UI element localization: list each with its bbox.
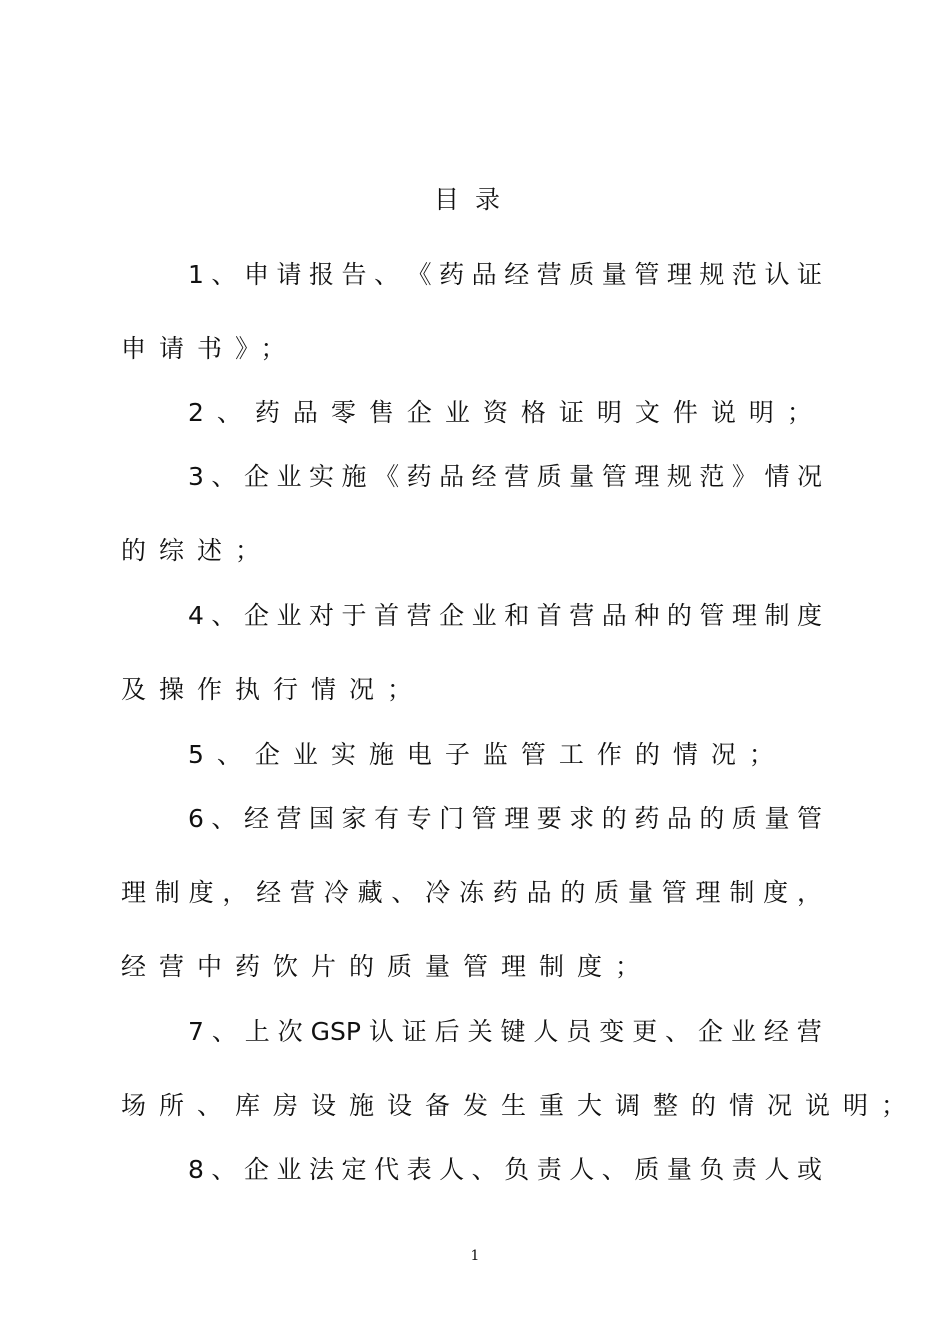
page-title: 目录 [433, 185, 516, 214]
glyph: 业 [276, 462, 302, 491]
glyph: 请 [276, 260, 302, 289]
glyph: 定 [341, 1155, 367, 1184]
glyph: 冻 [458, 878, 484, 907]
glyph: 施 [341, 462, 367, 491]
glyph: 度 [188, 878, 214, 907]
glyph: 法 [309, 1155, 335, 1184]
glyph: 企 [439, 601, 465, 630]
toc-item-6-line-1 [188, 801, 822, 837]
toc-item-7-line-2: 场所、库房设施设备发生重大调整的情况说明； [121, 1091, 920, 1120]
glyph: 范 [699, 462, 725, 491]
toc-item-6-line-2 [121, 875, 822, 911]
glyph: 《 [406, 260, 432, 289]
glyph: 营 [504, 462, 530, 491]
glyph: 认 [368, 1017, 394, 1046]
glyph: 1 [188, 260, 204, 289]
glyph: 6 [188, 804, 204, 833]
glyph: ， [222, 878, 248, 907]
glyph: 要 [536, 804, 562, 833]
glyph: 营 [289, 878, 315, 907]
glyph: 、 [374, 260, 400, 289]
glyph: 品 [601, 601, 627, 630]
glyph: 申 [243, 260, 269, 289]
glyph: 、 [211, 462, 237, 491]
glyph: 对 [309, 601, 335, 630]
glyph: 制 [764, 601, 790, 630]
glyph: 7 [188, 1017, 204, 1046]
glyph: 量 [764, 804, 790, 833]
glyph: 经 [763, 1017, 789, 1046]
glyph: 理 [695, 878, 721, 907]
glyph: 变 [599, 1017, 625, 1046]
glyph: 质 [536, 462, 562, 491]
glyph: 品 [471, 260, 497, 289]
glyph: 营 [276, 804, 302, 833]
glyph: 、 [601, 1155, 627, 1184]
glyph: 管 [634, 260, 660, 289]
glyph: 药 [439, 260, 465, 289]
glyph: 制 [729, 878, 755, 907]
glyph: 量 [569, 462, 595, 491]
glyph: 规 [699, 260, 725, 289]
glyph: 藏 [357, 878, 383, 907]
glyph: 人 [764, 1155, 790, 1184]
glyph: 首 [536, 601, 562, 630]
glyph: 理 [121, 878, 147, 907]
glyph: 负 [504, 1155, 530, 1184]
glyph: 代 [374, 1155, 400, 1184]
toc-item-5-line-1: 5、企业实施电子监管工作的情况； [188, 740, 787, 769]
glyph: 管 [699, 601, 725, 630]
glyph: 业 [730, 1017, 756, 1046]
glyph: 管 [471, 804, 497, 833]
glyph: GSP [310, 1017, 361, 1046]
glyph: 专 [406, 804, 432, 833]
glyph: 的 [560, 878, 586, 907]
toc-item-3-line-2: 的综述； [121, 536, 274, 565]
toc-item-7-line-1 [188, 1014, 822, 1050]
glyph: 理 [666, 260, 692, 289]
glyph: 、 [211, 804, 237, 833]
glyph: 证 [796, 260, 822, 289]
glyph: 的 [666, 601, 692, 630]
glyph: 门 [439, 804, 465, 833]
glyph: 、 [211, 601, 237, 630]
glyph: 况 [796, 462, 822, 491]
glyph: 键 [500, 1017, 526, 1046]
glyph: 家 [341, 804, 367, 833]
glyph: 和 [504, 601, 530, 630]
glyph: 质 [731, 804, 757, 833]
glyph: 、 [665, 1017, 691, 1046]
glyph: 管 [661, 878, 687, 907]
glyph: 上 [244, 1017, 270, 1046]
glyph: 、 [211, 1155, 237, 1184]
glyph: 质 [569, 260, 595, 289]
glyph: 制 [154, 878, 180, 907]
glyph: 品 [526, 878, 552, 907]
glyph: 经 [256, 878, 282, 907]
glyph: 情 [764, 462, 790, 491]
glyph: 度 [763, 878, 789, 907]
glyph: 企 [243, 601, 269, 630]
glyph: 负 [699, 1155, 725, 1184]
glyph: 的 [699, 804, 725, 833]
glyph: 关 [467, 1017, 493, 1046]
toc-item-4-line-1 [188, 598, 822, 634]
glyph: 4 [188, 601, 204, 630]
glyph: 营 [536, 260, 562, 289]
glyph: 理 [634, 462, 660, 491]
glyph: 业 [471, 601, 497, 630]
glyph: 药 [634, 804, 660, 833]
glyph: 管 [601, 462, 627, 491]
glyph: 业 [276, 1155, 302, 1184]
glyph: 营 [796, 1017, 822, 1046]
glyph: 量 [666, 1155, 692, 1184]
glyph: 次 [277, 1017, 303, 1046]
glyph: 责 [731, 1155, 757, 1184]
glyph: 人 [439, 1155, 465, 1184]
glyph: 《 [374, 462, 400, 491]
glyph: 规 [666, 462, 692, 491]
glyph: 、 [471, 1155, 497, 1184]
glyph: 首 [374, 601, 400, 630]
glyph: 、 [211, 260, 237, 289]
glyph: 质 [594, 878, 620, 907]
glyph: 的 [601, 804, 627, 833]
glyph: 品 [666, 804, 692, 833]
glyph: 告 [341, 260, 367, 289]
toc-item-1-line-2: 申请书》； [121, 334, 299, 363]
glyph: 责 [536, 1155, 562, 1184]
glyph: 人 [569, 1155, 595, 1184]
glyph: 认 [764, 260, 790, 289]
glyph: 员 [566, 1017, 592, 1046]
glyph: 理 [504, 804, 530, 833]
toc-item-8-line-1 [188, 1152, 822, 1188]
glyph: 种 [634, 601, 660, 630]
glyph: 企 [243, 1155, 269, 1184]
page-number: 1 [470, 1248, 480, 1264]
toc-item-6-line-3: 经营中药饮片的质量管理制度； [121, 952, 654, 981]
toc-item-4-line-2: 及操作执行情况； [121, 675, 426, 704]
glyph: 经 [504, 260, 530, 289]
glyph: 量 [601, 260, 627, 289]
glyph: 8 [188, 1155, 204, 1184]
glyph: 业 [276, 601, 302, 630]
glyph: 3 [188, 462, 204, 491]
glyph: ， [796, 878, 822, 907]
glyph: 或 [796, 1155, 822, 1184]
glyph: 后 [434, 1017, 460, 1046]
glyph: 品 [439, 462, 465, 491]
glyph: 管 [796, 804, 822, 833]
glyph: 企 [243, 462, 269, 491]
glyph: 报 [309, 260, 335, 289]
glyph: 冷 [323, 878, 349, 907]
glyph: 表 [406, 1155, 432, 1184]
glyph: 、 [391, 878, 417, 907]
glyph: 范 [731, 260, 757, 289]
glyph: 经 [243, 804, 269, 833]
glyph: 理 [731, 601, 757, 630]
glyph: 营 [569, 601, 595, 630]
glyph: 度 [796, 601, 822, 630]
glyph: 实 [309, 462, 335, 491]
toc-item-1-line-1 [188, 257, 822, 293]
glyph: 证 [401, 1017, 427, 1046]
glyph: 量 [627, 878, 653, 907]
glyph: 求 [569, 804, 595, 833]
glyph: 药 [492, 878, 518, 907]
glyph: 更 [632, 1017, 658, 1046]
toc-item-2-line-1: 2、药品零售企业资格证明文件说明； [188, 398, 825, 427]
glyph: 人 [533, 1017, 559, 1046]
glyph: 国 [309, 804, 335, 833]
glyph: 冷 [425, 878, 451, 907]
glyph: 药 [406, 462, 432, 491]
glyph: 企 [698, 1017, 724, 1046]
glyph: 质 [634, 1155, 660, 1184]
glyph: 营 [406, 601, 432, 630]
glyph: 》 [731, 462, 757, 491]
glyph: 、 [211, 1017, 237, 1046]
toc-item-3-line-1 [188, 459, 822, 495]
glyph: 有 [374, 804, 400, 833]
glyph: 经 [471, 462, 497, 491]
glyph: 于 [341, 601, 367, 630]
